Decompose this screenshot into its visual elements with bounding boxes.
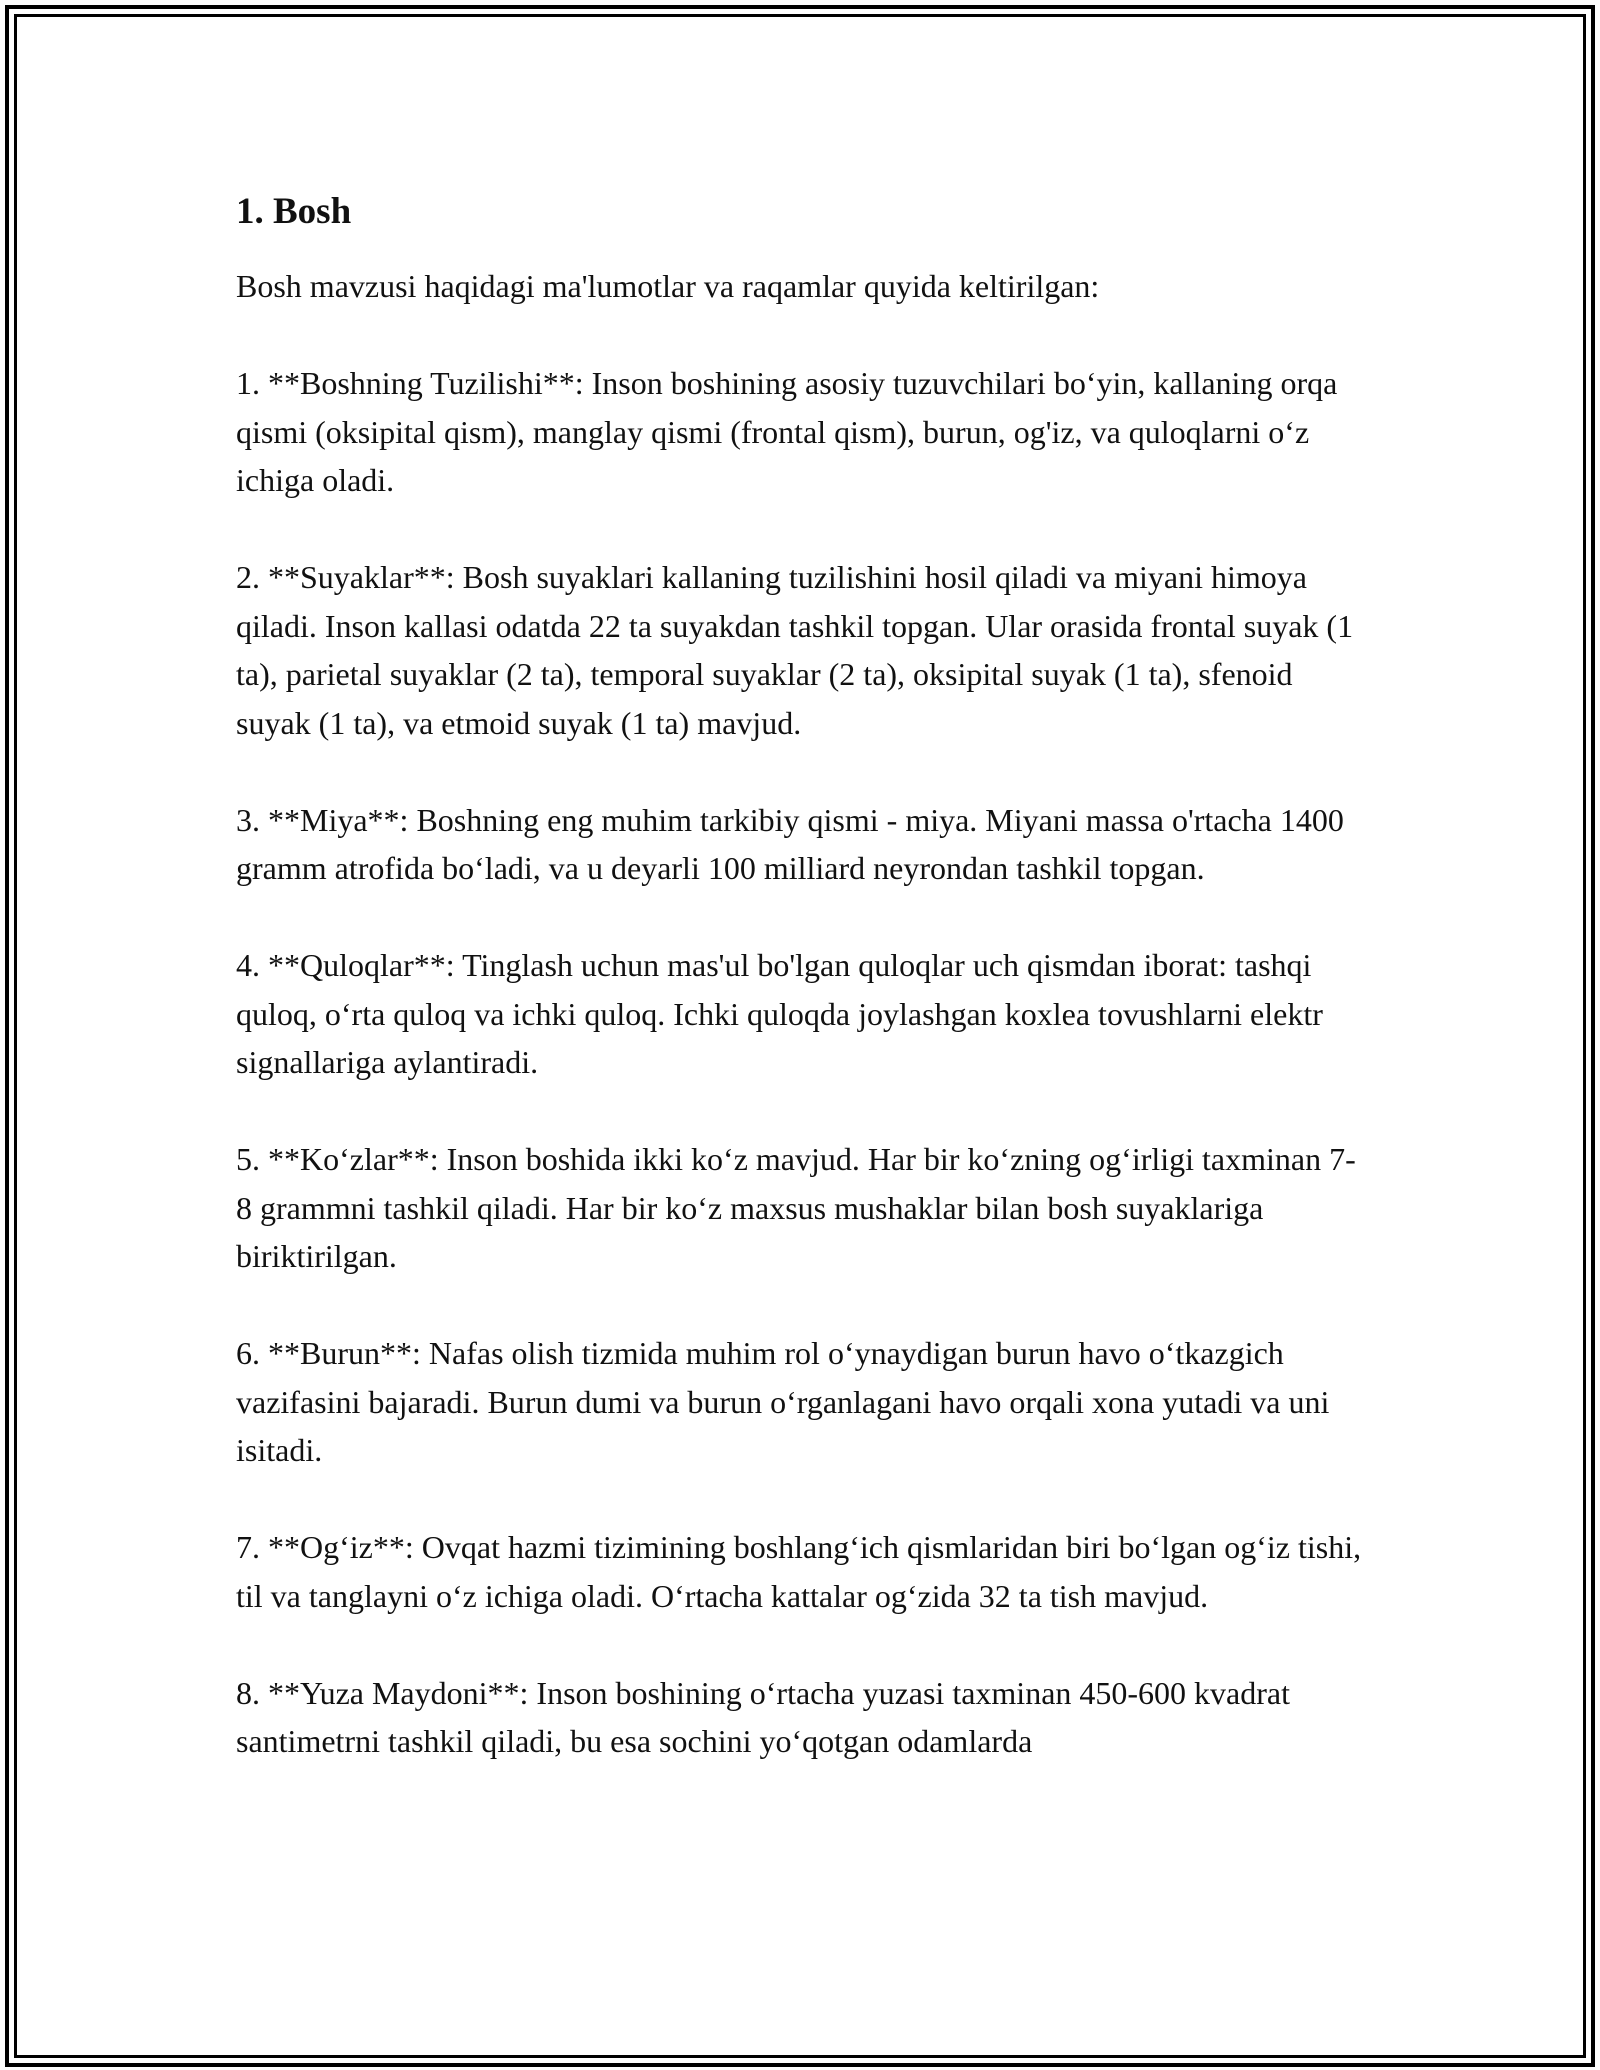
list-item-structure: 1. **Boshning Tuzilishi**: Inson boshining asosiy tuzuvchilari bo‘yin, kallaning orqa qismi (oksipital qism), manglay qismi (frontal qism), burun, og'iz, va quloqlarni o‘z ichiga oladi. [236, 365, 1338, 498]
list-item-surface-area: 8. **Yuza Maydoni**: Inson boshining o‘rtacha yuzasi taxminan 450-600 kvadrat santimetrni tashkil qiladi, bu esa sochini yo‘qotgan odamlarda [236, 1674, 1290, 1759]
list-item-bones: 2. **Suyaklar**: Bosh suyaklari kallaning tuzilishini hosil qiladi va miyani himoya qiladi. Inson kallasi odatda 22 ta suyakdan tashkil topgan. Ular orasida frontal suyak (1 ta), parietal suyaklar (2 ta), temporal suyaklar (2 ta), oksipital suyak (1 ta), sfenoid suyak (1 ta), va etmoid suyak (1 ta) mavjud. [236, 559, 1354, 741]
list-item-nose: 6. **Burun**: Nafas olish tizmida muhim rol o‘ynaydigan burun havo o‘tkazgich vazifasini bajaradi. Burun dumi va burun o‘rganlagani havo orqali xona yutadi va uni isitadi. [236, 1335, 1330, 1468]
document-body [236, 186, 1366, 1814]
list-item-eyes: 5. **Ko‘zlar**: Inson boshida ikki ko‘z mavjud. Har bir ko‘zning og‘irligi taxminan 7-8 grammni tashkil qiladi. Har bir ko‘z maxsus mushaklar bilan bosh suyaklariga biriktirilgan. [236, 1141, 1356, 1274]
section-heading: 1. Bosh [236, 191, 352, 232]
list-item-ears: 4. **Quloqlar**: Tinglash uchun mas'ul bo'lgan quloqlar uch qismdan iborat: tashqi quloq, o‘rta quloq va ichki quloq. Ichki quloqda joylashgan koxlea tovushlarni elektr signallariga aylantiradi. [236, 947, 1323, 1080]
list-item-brain: 3. **Miya**: Boshning eng muhim tarkibiy qismi - miya. Miyani massa o'rtacha 1400 gramm atrofida bo‘ladi, va u deyarli 100 milliard neyrondan tashkil topgan. [236, 801, 1344, 886]
list-item-mouth: 7. **Og‘iz**: Ovqat hazmi tizimining boshlang‘ich qismlaridan biri bo‘lgan og‘iz tishi, til va tanglayni o‘z ichiga oladi. O‘rtacha kattalar og‘zida 32 ta tish mavjud. [236, 1529, 1362, 1614]
intro-paragraph: Bosh mavzusi haqidagi ma'lumotlar va raqamlar quyida keltirilgan: [236, 268, 1100, 304]
